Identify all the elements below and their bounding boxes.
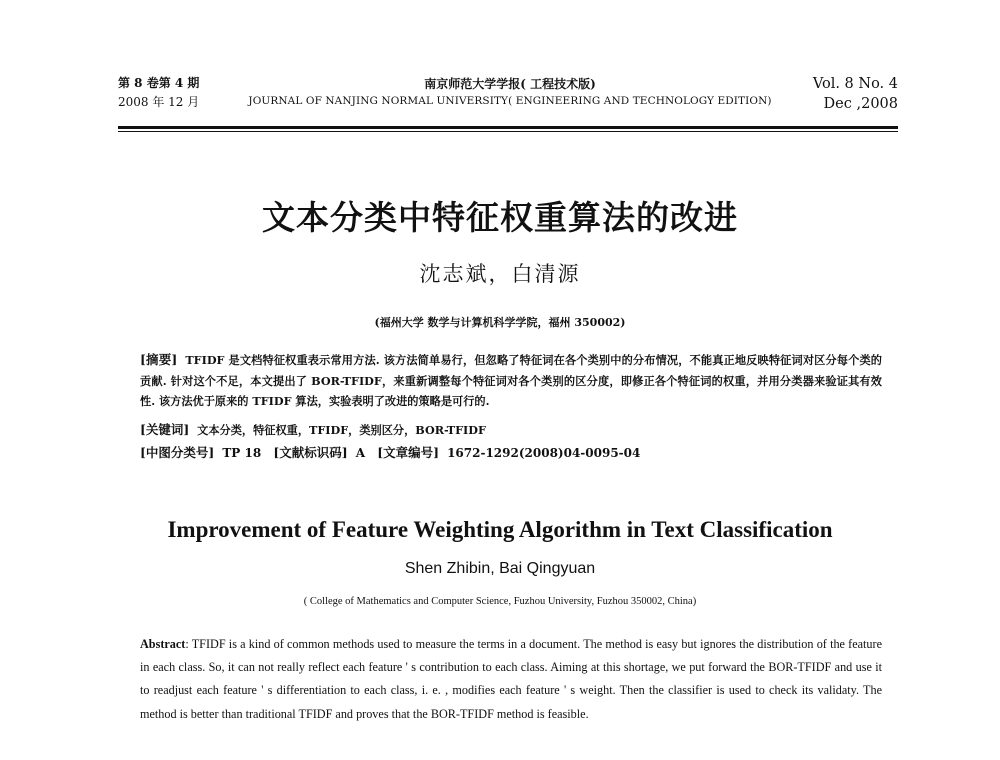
article-no-label: [文章编号] [377, 445, 440, 460]
abstract-cn [140, 350, 882, 412]
abstract-en-label: Abstract [140, 637, 186, 651]
clc-label: [中图分类号] [140, 445, 215, 460]
journal-name-en: JOURNAL OF NANJING NORMAL UNIVERSITY( ENGINEERING AND TECHNOLOGY EDITION) [248, 95, 772, 107]
volume-en: Vol. 8 No. 4 [812, 76, 898, 92]
header-rule-thick [118, 126, 898, 129]
journal-name-cn: 南京师范大学学报( 工程技术版) [424, 77, 596, 91]
header-rule-thin [118, 131, 898, 132]
article-no-value: 1672-1292(2008)04-0095-04 [447, 446, 641, 460]
clc-value: TP 18 [222, 446, 262, 460]
abstract-cn-label: [摘要] [140, 352, 178, 367]
paper-title-en: Improvement of Feature Weighting Algorithm in Text Classification [167, 517, 833, 542]
date-cn: 2008 年 12 月 [118, 95, 200, 109]
date-en: Dec ,2008 [823, 96, 898, 112]
header-center [230, 76, 790, 110]
header-right [813, 74, 898, 114]
journal-header [118, 70, 898, 120]
header-left [118, 74, 199, 112]
affiliation-cn: (福州大学 数学与计算机科学学院，福州 350002) [374, 316, 626, 329]
abstract-cn-text: TFIDF 是文档特征权重表示常用方法. 该方法简单易行，但忽略了特征词在各个类别中的分布情况，不能真正地反映特征词对区分每个类的贡献. 针对这个不足，本文提出了 BOR-TFIDF，来重新调整每个特征词对各个类别的区分度，即修正各个特征词的权重，并用分类器来验证其有效性. 该方法优于原来的 TFIDF 算法，实验表明了改进的策略是可行的. [140, 353, 882, 408]
abstract-en [140, 633, 882, 726]
issue-cn: 第 8 卷第 4 期 [118, 76, 200, 90]
doc-code-value: A [355, 446, 366, 460]
classification-line [140, 443, 882, 463]
paper-title-cn: 文本分类中特征权重算法的改进 [262, 198, 738, 237]
abstract-en-text: : TFIDF is a kind of common methods used to measure the terms in a document. The method is easy but ignores the distribution of the feature in each class. So, it can not really reflect each feature ' s contribution to each class. Aiming at this shortage, we put forward the BOR-TFIDF and use it to readjust each feature ' s differentiation to each class, i. e. , modifies each feature ' s weight. Then the classifier is used to check its validaty. The method is better than traditional TFIDF and proves that the BOR-TFIDF method is feasible. [140, 637, 882, 721]
keywords-cn-text: 文本分类，特征权重，TFIDF，类别区分，BOR-TFIDF [197, 423, 486, 437]
affiliation-en: ( College of Mathematics and Computer Science, Fuzhou University, Fuzhou 350002, China) [303, 596, 697, 607]
authors-cn: 沈志斌，白清源 [419, 262, 581, 286]
doc-code-label: [文献标识码] [273, 445, 348, 460]
keywords-cn [140, 420, 882, 440]
keywords-cn-label: [关键词] [140, 422, 190, 437]
authors-en: Shen Zhibin, Bai Qingyuan [404, 560, 596, 577]
